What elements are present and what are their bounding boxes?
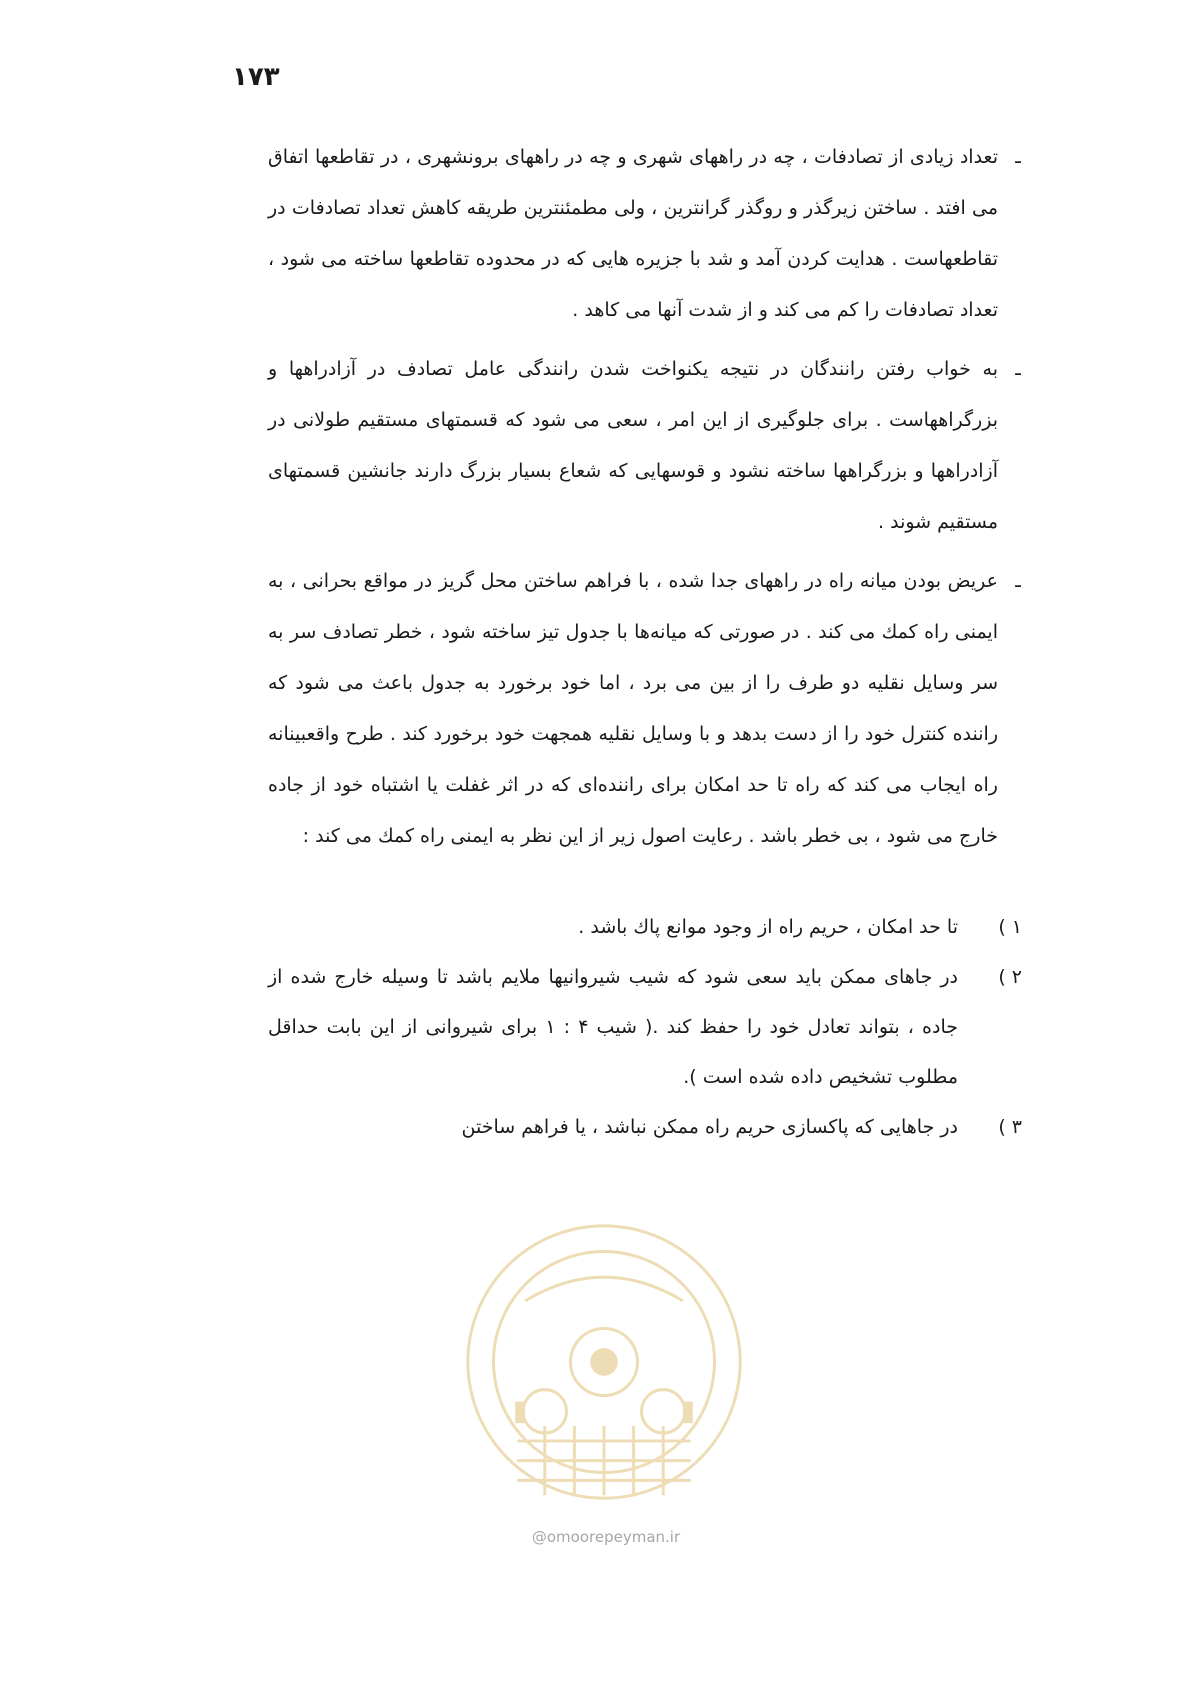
paragraph-text: عریض بودن میانه راه در راههای جدا شده ، با فراهم ساختن محل گریز در مواقع بحرانی ، به ایمنی راه کمك می کند . در صورتی که میانه‌ها با جدول تیز ساخته شود ، خطر تصادف سر به سر وسایل نقلیه دو طرف را از بین می برد ، اما خود برخورد به جدول باعث می شود که راننده کنترل خود را از دست بدهد و با وسایل نقلیه همجهت خود برخورد کند . طرح واقعبینانه راه ایجاب می کند که راه تا حد امکان برای راننده‌ای که در اثر غفلت یا اشتباه خود از جاده خارج می شود ، بی خطر باشد . رعایت اصول زیر از این نظر به ایمنی راه کمك می کند :: [268, 570, 998, 847]
bullet-dash: ـ: [1015, 570, 1021, 592]
bullet-dash: ـ: [1015, 358, 1021, 380]
item-text: در جاهای ممکن باید سعی شود که شیب شیروانیها ملایم باشد تا وسیله خارج شده از جاده ، بتواند تعادل خود را حفظ کند .( شیب ۴ : ۱ برای شیروانی از این بابت حداقل مطلوب تشخیص داده شده است ).: [268, 966, 958, 1088]
bullet-paragraph: [268, 344, 1030, 548]
item-text: تا حد امکان ، حریم راه از وجود موانع پاك باشد .: [578, 916, 958, 938]
numbered-item: [268, 952, 1030, 1102]
page-number: ۱۷۳: [232, 62, 280, 92]
bullet-paragraph: [268, 132, 1030, 336]
item-text: در جاهایی که پاکسازی حریم راه ممکن نباشد ، یا فراهم ساختن: [461, 1116, 958, 1138]
bullet-dash: ـ: [1015, 146, 1021, 168]
numbered-item: [268, 902, 1030, 952]
paragraph-text: به خواب رفتن رانندگان در نتیجه یکنواخت شدن رانندگی عامل تصادف در آزادراهها و بزرگراههاست . برای جلوگیری از این امر ، سعی می شود که قسمتهای مستقیم طولانی در آزادراهها و بزرگراهها ساخته نشود و قوسهایی که شعاع بسیار بزرگ دارند جانشین قسمتهای مستقیم شوند .: [268, 358, 998, 533]
watermark-logo-icon: [456, 1214, 752, 1510]
numbered-list: [268, 902, 1030, 1152]
item-number: ۱ ): [998, 916, 1022, 938]
bullet-paragraph: [268, 556, 1030, 862]
paragraph-text: تعداد زیادی از تصادفات ، چه در راههای شهری و چه در راههای برونشهری ، در تقاطعها اتفاق می افتد . ساختن زیرگذر و روگذر گرانترین ، ولی مطمئنترین طریقه کاهش تعداد تصادفات در تقاطعهاست . هدایت کردن آمد و شد با جزیره هایی که در محدوده تقاطعها ساخته می شود ، تعداد تصادفات را کم می کند و از شدت آنها می کاهد .: [268, 146, 998, 321]
item-number: ۲ ): [998, 966, 1022, 988]
watermark-url: @omoorepeyman.ir: [531, 1528, 681, 1546]
numbered-item: [268, 1102, 1030, 1152]
item-number: ۳ ): [998, 1116, 1022, 1138]
page-body: [268, 132, 1030, 1152]
